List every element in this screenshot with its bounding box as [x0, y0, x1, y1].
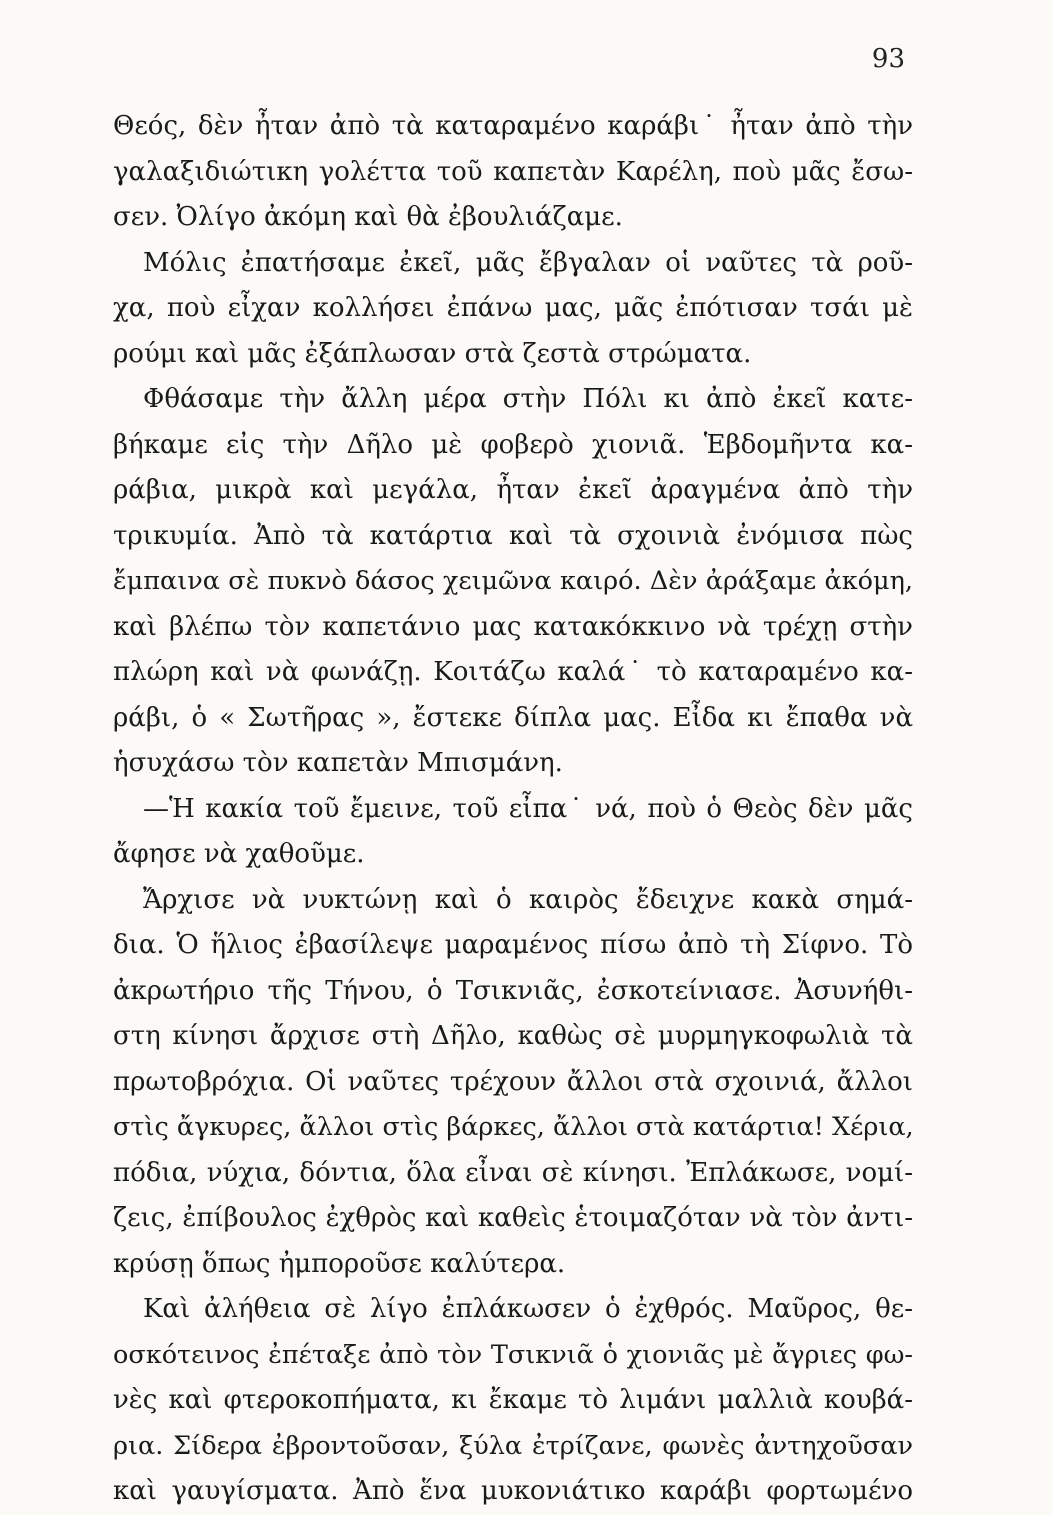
text-line: βήκαμε εἰς τὴν Δῆλο μὲ φοβερὸ χιονιᾶ. Ἑβδομῆντα κα-	[113, 429, 913, 460]
body-text	[113, 104, 913, 1515]
text-line: ζεις, ἐπίβουλος ἐχθρὸς καὶ καθεὶς ἑτοιμαζόταν νὰ τὸν ἀντι-	[113, 1203, 913, 1233]
text-line: οσκότεινος ἐπέταξε ἀπὸ τὸν Τσικνιᾶ ὁ χιονιᾶς μὲ ἄγριες φω-	[113, 1339, 913, 1370]
text-line: στη κίνησι ἄρχισε στὴ Δῆλο, καθὼς σὲ μυρμηγκοφωλιὰ τὰ	[113, 1021, 913, 1051]
text-line: ρια. Σίδερα ἐβροντοῦσαν, ξύλα ἐτρίζανε, φωνὲς ἀντηχοῦσαν	[113, 1430, 913, 1461]
text-line: Μόλις ἐπατήσαμε ἐκεῖ, μᾶς ἔβγαλαν οἱ ναῦτες τὰ ροῦ-	[143, 247, 913, 278]
text-line: Ἄρχισε νὰ νυκτώνῃ καὶ ὁ καιρὸς ἔδειχνε κακὰ σημά-	[143, 884, 913, 915]
text-line: —Ἡ κακία τοῦ ἔμεινε, τοῦ εἶπα˙ νά, ποὺ ὁ Θεὸς δὲν μᾶς	[143, 793, 913, 824]
text-line: κρύσῃ ὅπως ἠμποροῦσε καλύτερα.	[113, 1248, 566, 1279]
text-line: Καὶ ἀλήθεια σὲ λίγο ἐπλάκωσεν ὁ ἐχθρός. Μαῦρος, θε-	[143, 1294, 913, 1324]
text-line: χα, ποὺ εἶχαν κολλήσει ἐπάνω μας, μᾶς ἐπότισαν τσάι μὲ	[113, 293, 913, 323]
text-line: ἡσυχάσω τὸν καπετὰν Μπισμάνη.	[113, 748, 563, 778]
text-line: Θεός, δὲν ἦταν ἀπὸ τὰ καταραμένο καράβι˙ ἦταν ἀπὸ τὴν	[113, 111, 913, 141]
text-line: Φθάσαμε τὴν ἄλλη μέρα στὴν Πόλι κι ἀπὸ ἐκεῖ κατε-	[143, 384, 913, 414]
text-line: ἀκρωτήριο τῆς Τήνου, ὁ Τσικνιᾶς, ἐσκοτείνιασε. Ἀσυνήθι-	[113, 975, 913, 1006]
text-line: στὶς ἄγκυρες, ἄλλοι στὶς βάρκες, ἄλλοι στὰ κατάρτια! Χέρια,	[113, 1112, 914, 1142]
text-line: ἄφησε νὰ χαθοῦμε.	[113, 839, 365, 869]
text-line: ράβια, μικρὰ καὶ μεγάλα, ἦταν ἐκεῖ ἀραγμένα ἀπὸ τὴν	[113, 475, 913, 505]
page-number: 93	[871, 44, 905, 74]
text-line: δια. Ὁ ἥλιος ἐβασίλεψε μαραμένος πίσω ἀπὸ τὴ Σίφνο. Τὸ	[113, 930, 913, 960]
text-line: πλώρη καὶ νὰ φωνάζῃ. Κοιτάζω καλά˙ τὸ καταραμένο κα-	[113, 657, 913, 687]
text-line: γαλαξιδιώτικη γολέττα τοῦ καπετὰν Καρέλη, ποὺ μᾶς ἔσω-	[113, 156, 913, 187]
text-line: πόδια, νύχια, δόντια, ὅλα εἶναι σὲ κίνησι. Ἐπλάκωσε, νομί-	[113, 1157, 913, 1188]
text-line: ἔμπαινα σὲ πυκνὸ δάσος χειμῶνα καιρό. Δὲν ἀράξαμε ἀκόμη,	[113, 566, 913, 596]
text-line: ρούμι καὶ μᾶς ἐξάπλωσαν στὰ ζεστὰ στρώματα.	[113, 338, 752, 369]
text-line: νὲς καὶ φτεροκοπήματα, κι ἔκαμε τὸ λιμάνι μαλλιὰ κουβά-	[113, 1385, 913, 1415]
text-line: ράβι, ὁ « Σωτῆρας », ἔστεκε δίπλα μας. Εἶδα κι ἔπαθα νὰ	[113, 702, 913, 733]
text-line: πρωτοβρόχια. Οἱ ναῦτες τρέχουν ἄλλοι στὰ σχοινιά, ἄλλοι	[113, 1066, 913, 1097]
text-line: καὶ βλέπω τὸν καπετάνιο μας κατακόκκινο νὰ τρέχῃ στὴν	[113, 611, 913, 642]
text-line: τρικυμία. Ἀπὸ τὰ κατάρτια καὶ τὰ σχοινιὰ ἐνόμισα πὼς	[113, 520, 913, 551]
text-line: καὶ γαυγίσματα. Ἀπὸ ἕνα μυκονιάτικο καράβι φορτωμένο	[113, 1476, 913, 1506]
text-line: σεν. Ὀλίγο ἀκόμη καὶ θὰ ἐβουλιάζαμε.	[113, 202, 623, 232]
